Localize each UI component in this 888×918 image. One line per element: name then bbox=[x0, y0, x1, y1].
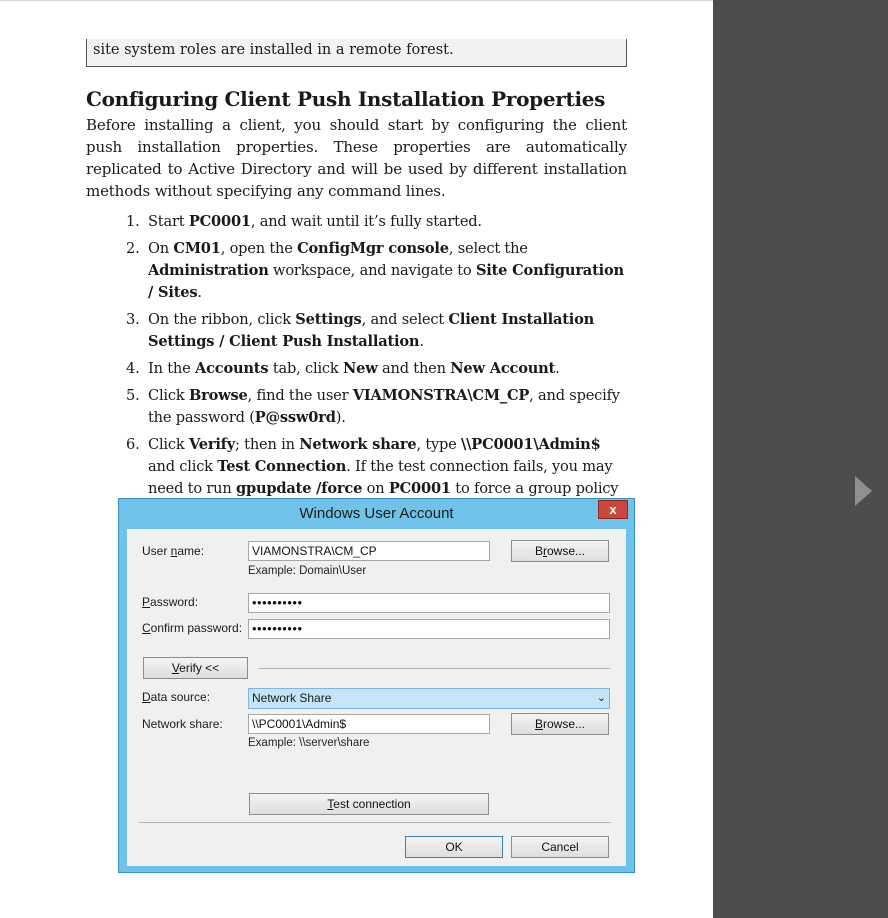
step-text: ). bbox=[335, 409, 346, 426]
password-field[interactable]: •••••••••• bbox=[248, 593, 610, 613]
step-text: On bbox=[148, 240, 174, 257]
step-text: , open the bbox=[220, 240, 298, 257]
password-label: Password: bbox=[142, 595, 199, 609]
step-item bbox=[126, 385, 626, 429]
step-text: . bbox=[555, 360, 560, 377]
step-text: and then bbox=[377, 360, 451, 377]
step-bold-text: Browse bbox=[188, 387, 248, 404]
step-bold-text: PC0001 bbox=[388, 480, 451, 497]
step-bold-text: CM01 bbox=[173, 240, 221, 257]
viewer-side-panel bbox=[713, 0, 888, 918]
network-share-label: Network share: bbox=[142, 717, 223, 731]
step-text: Click bbox=[148, 436, 189, 453]
step-number: 6. bbox=[126, 436, 140, 453]
close-button[interactable]: x bbox=[598, 500, 628, 519]
verify-button[interactable]: Verify << bbox=[143, 657, 248, 679]
step-text: On the ribbon, click bbox=[148, 311, 296, 328]
step-number: 3. bbox=[126, 311, 140, 328]
step-text: and click bbox=[148, 458, 218, 475]
step-text: . bbox=[419, 333, 424, 350]
step-bold-text: P@ssw0rd bbox=[254, 409, 336, 426]
step-text: ; then in bbox=[235, 436, 300, 453]
note-text: site system roles are installed in a remote forest. bbox=[93, 42, 454, 58]
step-text: workspace, and navigate to bbox=[268, 262, 476, 279]
step-bold-text: Test Connection bbox=[217, 458, 347, 475]
step-bold-text: New Account bbox=[450, 360, 556, 377]
note-box bbox=[86, 39, 627, 67]
network-share-field[interactable]: \\PC0001\Admin$ bbox=[248, 714, 490, 734]
user-name-label: User name: bbox=[142, 544, 205, 558]
step-text: . If the test connection fails, you may need to run bbox=[148, 458, 613, 497]
step-bold-text: Accounts bbox=[194, 360, 269, 377]
step-text: tab, click bbox=[268, 360, 343, 377]
step-bold-text: Administration bbox=[148, 262, 269, 279]
verify-divider bbox=[258, 668, 610, 669]
share-example-text: Example: \\server\share bbox=[248, 737, 370, 749]
next-page-arrow-icon[interactable] bbox=[855, 476, 872, 506]
step-text: , find the user bbox=[247, 387, 353, 404]
data-source-label: Data source: bbox=[142, 690, 211, 704]
browse-share-button[interactable]: Browse... bbox=[511, 713, 609, 735]
step-number: 2. bbox=[126, 240, 140, 257]
step-bold-text: Settings bbox=[295, 311, 362, 328]
step-item bbox=[126, 309, 626, 353]
step-bold-text: Verify bbox=[188, 436, 236, 453]
step-text: , and specify the password ( bbox=[148, 387, 620, 426]
step-text: , type bbox=[416, 436, 462, 453]
step-bold-text: gpupdate /force bbox=[235, 480, 363, 497]
step-text: , select the bbox=[448, 240, 528, 257]
windows-user-account-dialog bbox=[118, 498, 635, 873]
data-source-value: Network Share bbox=[252, 691, 332, 705]
step-bold-text: Site Configuration / Sites bbox=[148, 262, 624, 301]
data-source-select[interactable] bbox=[248, 688, 610, 709]
chevron-down-icon: ⌄ bbox=[596, 692, 606, 704]
user-example-text: Example: Domain\User bbox=[248, 565, 367, 577]
dialog-body bbox=[127, 529, 626, 866]
cancel-button[interactable]: Cancel bbox=[511, 836, 609, 858]
step-text: to force a group policy bbox=[455, 480, 619, 497]
browse-user-button[interactable]: Browse... bbox=[511, 540, 609, 562]
step-text: Click bbox=[148, 387, 189, 404]
step-bold-text: \\PC0001\Admin$ bbox=[461, 436, 601, 453]
test-connection-button[interactable]: Test connection bbox=[249, 793, 489, 815]
step-bold-text: New bbox=[342, 360, 378, 377]
step-number: 4. bbox=[126, 360, 140, 377]
step-item bbox=[126, 238, 626, 304]
step-bold-text: VIAMONSTRA\CM_CP bbox=[352, 387, 530, 404]
section-title: Configuring Client Push Installation Properties bbox=[86, 87, 606, 111]
step-number: 5. bbox=[126, 387, 140, 404]
step-text: . bbox=[197, 284, 202, 301]
step-text: , and wait until it’s fully started. bbox=[250, 213, 482, 230]
step-text: Start bbox=[148, 213, 189, 230]
steps-list bbox=[126, 211, 626, 527]
intro-paragraph: Before installing a client, you should start by configuring the client push installation properties. These properties are automatically replicated to Active Directory and will be used by different installation methods without specifying any command lines. bbox=[86, 116, 627, 200]
ok-button[interactable]: OK bbox=[405, 836, 503, 858]
step-bold-text: Client Installation Settings / Client Push Installation bbox=[148, 311, 595, 350]
confirm-password-field[interactable]: •••••••••• bbox=[248, 619, 610, 639]
step-number: 1. bbox=[126, 213, 140, 230]
step-text: , and select bbox=[361, 311, 449, 328]
step-item bbox=[126, 211, 626, 233]
step-bold-text: Network share bbox=[299, 436, 417, 453]
step-item bbox=[126, 358, 626, 380]
step-bold-text: ConfigMgr console bbox=[297, 240, 449, 257]
step-text: In the bbox=[148, 360, 195, 377]
step-bold-text: PC0001 bbox=[188, 213, 251, 230]
confirm-password-label: Confirm password: bbox=[142, 621, 243, 635]
footer-divider bbox=[139, 822, 611, 823]
step-text: on bbox=[362, 480, 389, 497]
dialog-title: Windows User Account bbox=[299, 505, 454, 522]
user-name-field[interactable]: VIAMONSTRA\CM_CP bbox=[248, 541, 490, 561]
